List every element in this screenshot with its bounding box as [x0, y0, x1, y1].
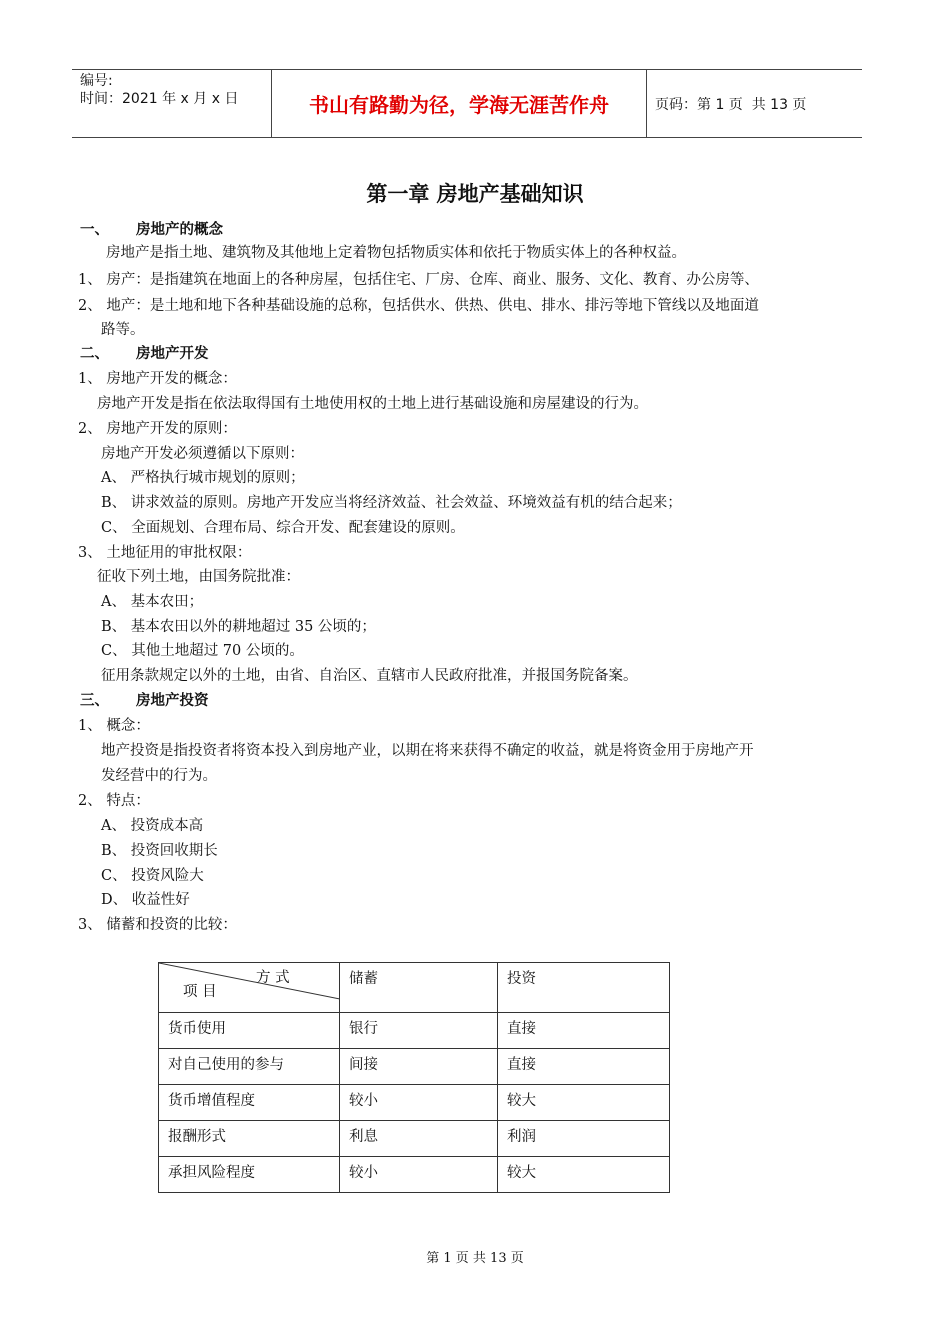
table-row	[159, 1049, 670, 1085]
table-header-cell: 投资	[498, 963, 670, 1013]
sub-list-item: A、 基本农田；	[101, 594, 204, 610]
corner-label-top: 方 式	[256, 970, 290, 986]
table-row	[159, 1013, 670, 1049]
sub-list-item: C、 全面规划、合理布局、综合开发、配套建设的原则。	[101, 520, 465, 536]
section-heading-1	[80, 220, 223, 240]
table-cell: 利润	[498, 1121, 670, 1157]
table-row	[159, 1157, 670, 1193]
paragraph: 征用条款规定以外的土地，由省、自治区、直辖市人民政府批准，并报国务院备案。	[101, 668, 638, 684]
table-cell: 直接	[498, 1049, 670, 1085]
header-motto: 书山有路勤为径，学海无涯苦作舟	[272, 70, 647, 137]
table-cell: 间接	[340, 1049, 498, 1085]
paragraph: 房地产开发必须遵循以下原则：	[101, 446, 304, 462]
chapter-title: 第一章 房地产基础知识	[366, 182, 584, 206]
section-title: 房地产投资	[136, 693, 209, 709]
list-item: 3、 储蓄和投资的比较：	[78, 917, 237, 933]
sub-list-item: B、 讲求效益的原则。房地产开发应当将经济效益、社会效益、环境效益有机的结合起来；	[101, 495, 682, 511]
table-header-row	[159, 963, 670, 1013]
list-item: 3、 土地征用的审批权限：	[78, 545, 252, 561]
paragraph: 征收下列土地，由国务院批准：	[97, 569, 300, 585]
sub-list-item: B、 投资回收期长	[101, 843, 218, 859]
section-number: 二、	[80, 346, 109, 362]
list-item: 2、 特点：	[78, 793, 150, 809]
table-cell: 报酬形式	[159, 1121, 340, 1157]
paragraph: 地产投资是指投资者将资本投入到房地产业，以期在将来获得不确定的收益，就是将资金用于房地产开	[101, 743, 754, 759]
table-row	[159, 1121, 670, 1157]
section-number: 一、	[80, 222, 109, 238]
list-item-continuation: 路等。	[101, 322, 145, 338]
document-number-label: 编号:	[80, 73, 113, 89]
page-header	[72, 69, 862, 138]
table-cell: 银行	[340, 1013, 498, 1049]
list-item: 1、 概念：	[78, 718, 150, 734]
table-cell: 较大	[498, 1157, 670, 1193]
paragraph: 房地产是指土地、建筑物及其他地上定着物包括物质实体和依托于物质实体上的各种权益。	[106, 245, 686, 261]
section-title: 房地产的概念	[136, 222, 223, 238]
header-meta	[72, 70, 272, 137]
sub-list-item: B、 基本农田以外的耕地超过 35 公顷的；	[101, 619, 376, 635]
header-page-info	[647, 70, 862, 137]
list-item: 1、 房地产开发的概念：	[78, 371, 237, 387]
paragraph-continuation: 发经营中的行为。	[101, 768, 217, 784]
table-cell: 较小	[340, 1157, 498, 1193]
list-item: 2、 地产：是土地和地下各种基础设施的总称，包括供水、供热、供电、排水、排污等地下管线以及地面道	[78, 298, 759, 314]
table-cell: 直接	[498, 1013, 670, 1049]
sub-list-item: A、 严格执行城市规划的原则；	[101, 470, 305, 486]
table-corner-cell	[159, 963, 340, 1013]
document-time-label: 时间：2021 年 x 月 x 日	[80, 91, 239, 107]
table-row	[159, 1085, 670, 1121]
table-cell: 货币使用	[159, 1013, 340, 1049]
section-title: 房地产开发	[136, 346, 209, 362]
table-cell: 较小	[340, 1085, 498, 1121]
page-footer: 第 1 页 共 13 页	[426, 1251, 524, 1266]
comparison-table	[158, 962, 670, 1193]
table-cell: 对自己使用的参与	[159, 1049, 340, 1085]
list-item: 1、 房产：是指建筑在地面上的各种房屋，包括住宅、厂房、仓库、商业、服务、文化、教育、办公房等、	[78, 272, 759, 288]
paragraph: 房地产开发是指在依法取得国有土地使用权的土地上进行基础设施和房屋建设的行为。	[97, 396, 648, 412]
sub-list-item: C、 其他土地超过 70 公顷的。	[101, 643, 304, 659]
section-number: 三、	[80, 693, 109, 709]
table-cell: 货币增值程度	[159, 1085, 340, 1121]
sub-list-item: A、 投资成本高	[101, 818, 204, 834]
sub-list-item: D、 收益性好	[101, 892, 190, 908]
section-heading-3	[80, 691, 209, 711]
table-cell: 利息	[340, 1121, 498, 1157]
table-cell: 承担风险程度	[159, 1157, 340, 1193]
corner-label-bottom: 项 目	[183, 984, 217, 1000]
list-item: 2、 房地产开发的原则：	[78, 421, 237, 437]
section-heading-2	[80, 344, 209, 364]
sub-list-item: C、 投资风险大	[101, 868, 204, 884]
table-header-cell: 储蓄	[340, 963, 498, 1013]
header-page-info-text: 页码：第 1 页 共 13 页	[655, 96, 807, 113]
table-cell: 较大	[498, 1085, 670, 1121]
